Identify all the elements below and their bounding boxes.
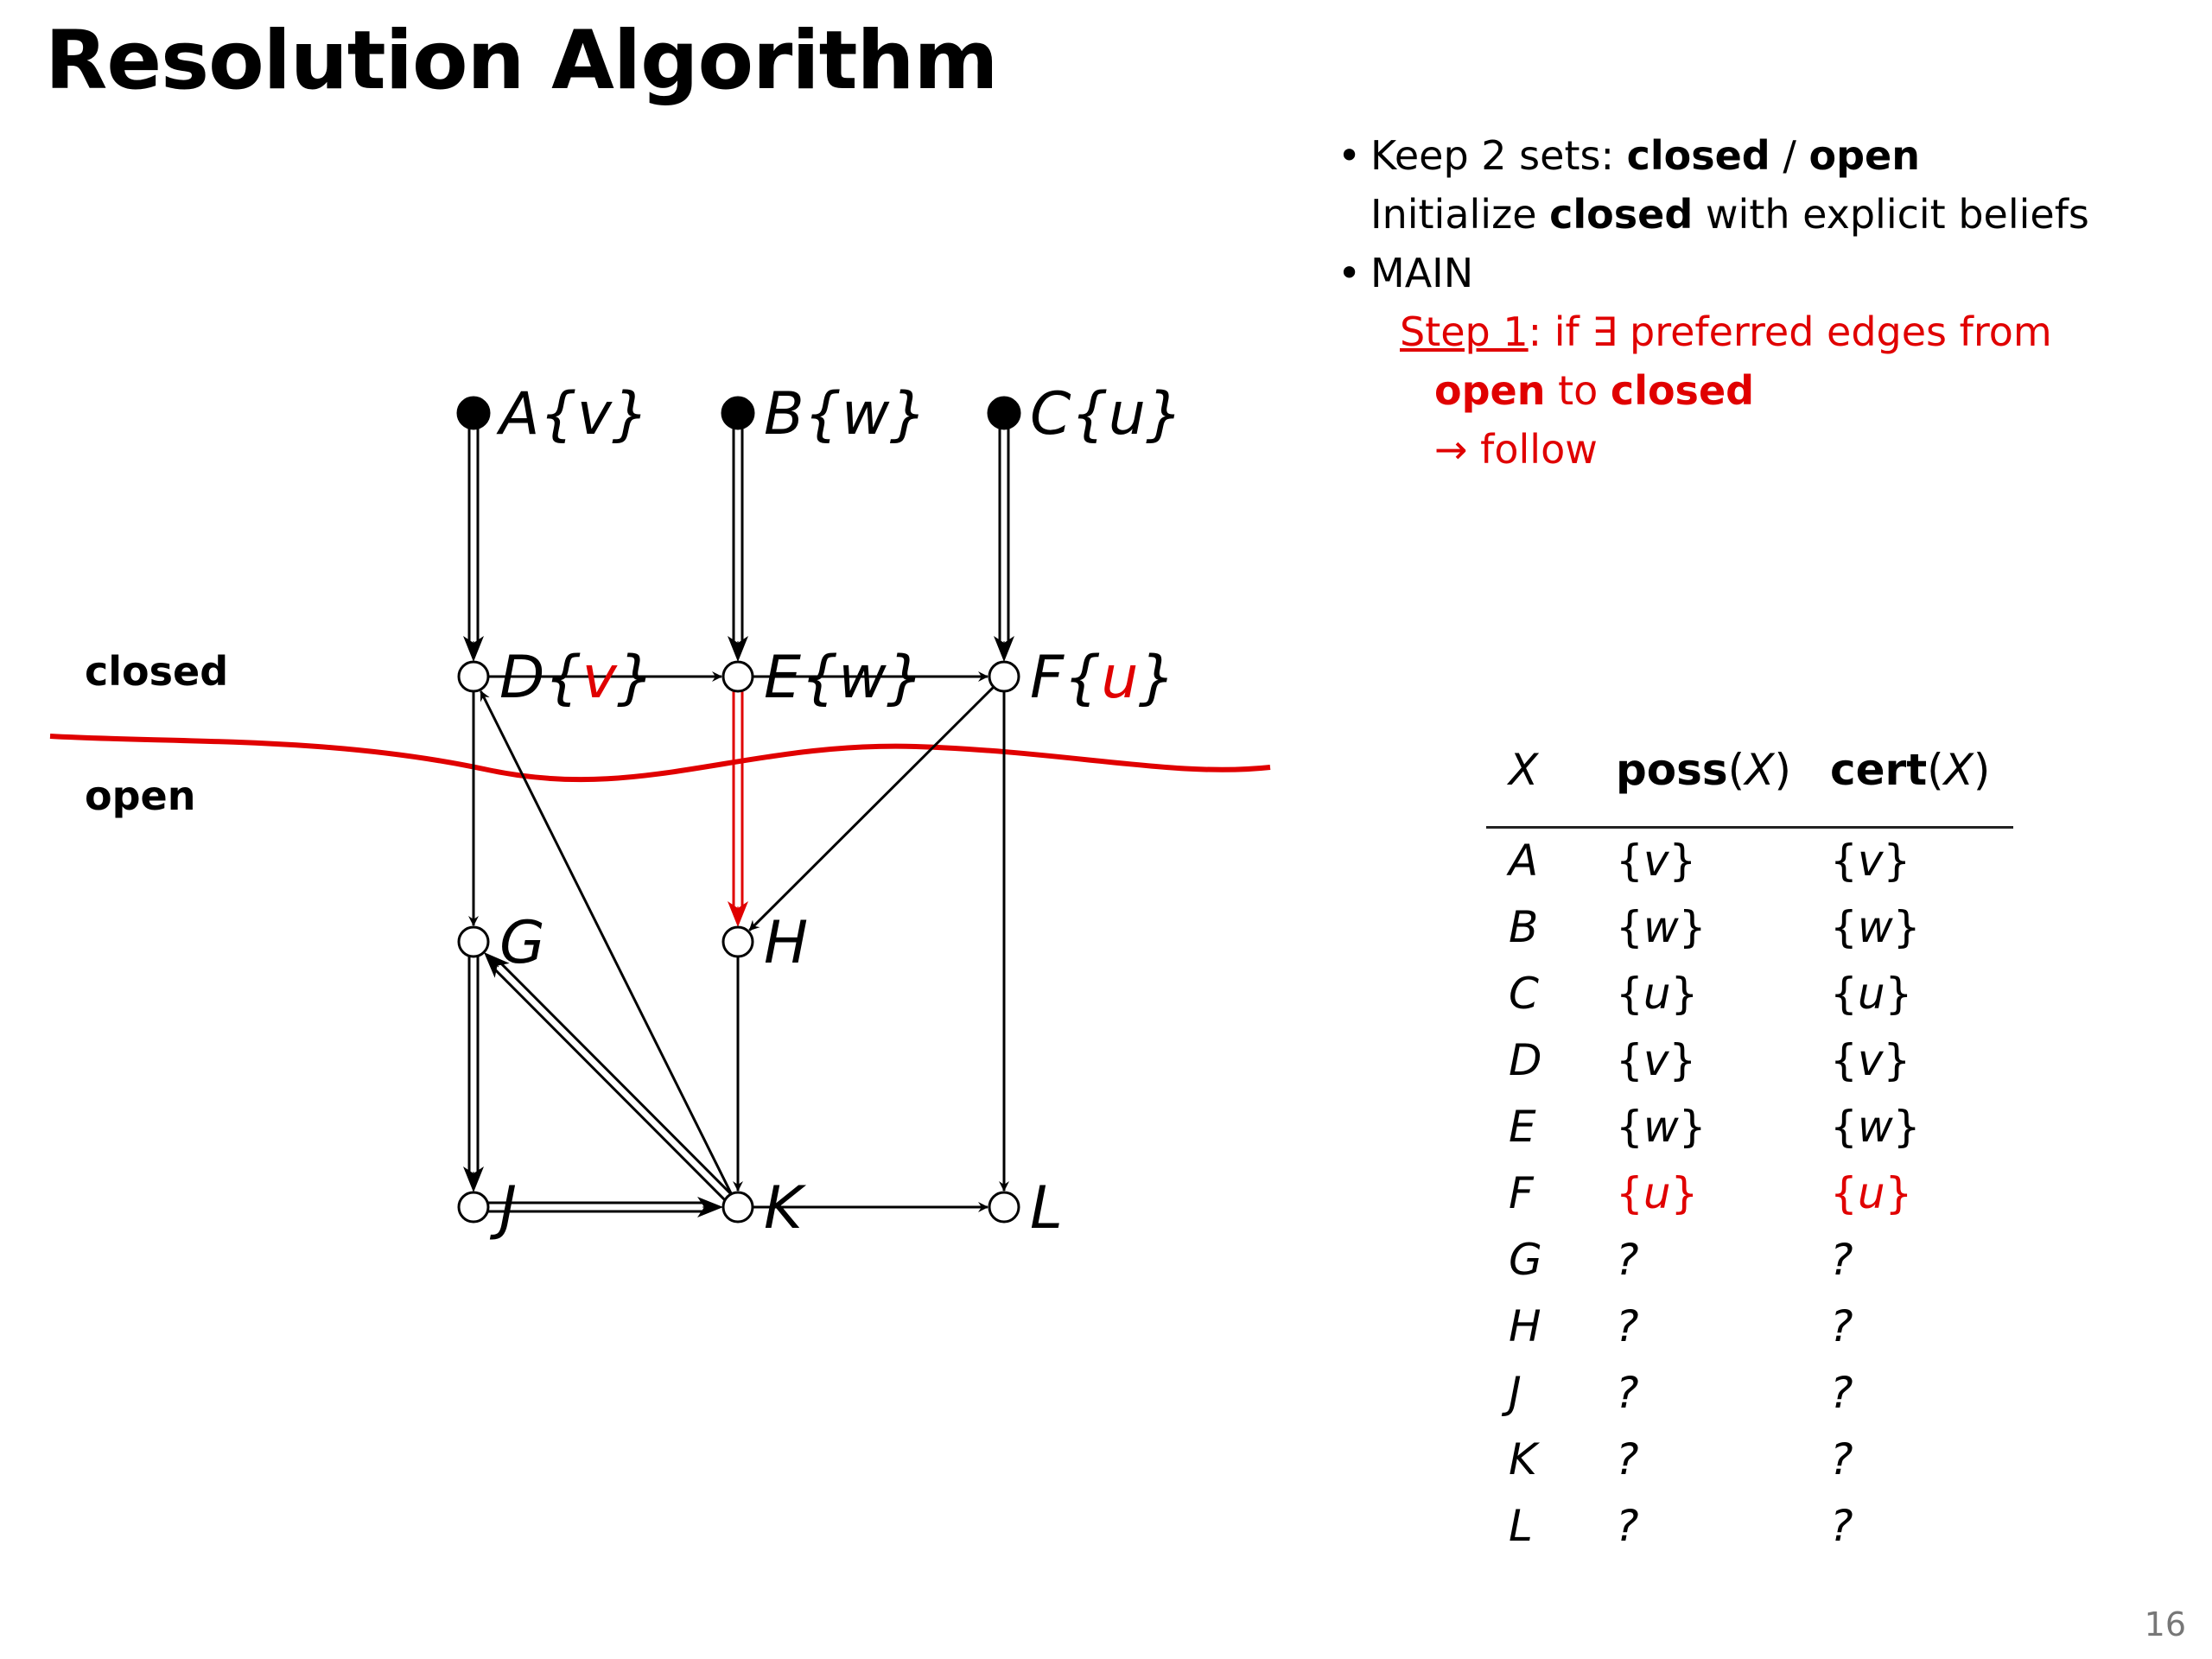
cell-poss: {v} — [1616, 836, 1697, 886]
cell-cert: ? — [1830, 1501, 1853, 1551]
cell-value: w — [1857, 902, 1893, 952]
page-number: 16 — [2144, 1605, 2186, 1643]
edge-k-g-rail-b — [495, 970, 724, 1200]
node-label-end: } — [1138, 644, 1176, 712]
table-row — [1486, 1028, 2013, 1095]
header-x: X — [1509, 745, 1539, 795]
cell-value: u — [1643, 969, 1671, 1019]
closed-open-boundary — [50, 736, 1270, 779]
step-to: to — [1545, 367, 1611, 414]
node-k — [723, 1192, 753, 1222]
open-region-label: open — [85, 772, 196, 819]
bullet-1-text: Keep 2 sets: — [1370, 132, 1627, 179]
node-label-base: D{ — [499, 644, 582, 712]
header-poss-arg: X — [1745, 745, 1775, 795]
table-row — [1486, 829, 2013, 895]
node-label-j — [489, 1174, 517, 1243]
node-d — [459, 662, 488, 691]
node-label-value: u — [1108, 380, 1146, 448]
cell-value: w — [1857, 1102, 1893, 1152]
cell-poss: ? — [1616, 1501, 1639, 1551]
step-follow: → follow — [1434, 426, 1598, 473]
slide-title: Resolution Algorithm — [45, 14, 998, 108]
cell-cert: {u} — [1830, 969, 1913, 1019]
init-text: Initialize — [1370, 191, 1550, 238]
table-header — [1486, 736, 2013, 829]
node-label-base: A{ — [499, 380, 577, 448]
node-label-g — [499, 909, 545, 977]
node-label-end: } — [1145, 380, 1184, 448]
node-l — [989, 1192, 1019, 1222]
cell-x: F — [1509, 1168, 1534, 1218]
node-label-e — [764, 644, 924, 712]
node-label-b — [764, 380, 927, 448]
node-label-f — [1030, 644, 1176, 712]
node-b — [722, 397, 753, 429]
node-a — [458, 397, 489, 429]
node-label-end: } — [889, 380, 927, 448]
table-row — [1486, 1228, 2013, 1294]
cell-value: u — [1857, 1168, 1885, 1218]
node-label-base: K — [764, 1174, 803, 1243]
cell-poss: {u} — [1616, 969, 1699, 1019]
table-row — [1486, 1361, 2013, 1427]
node-label-base: J — [499, 1174, 518, 1243]
cell-cert: ? — [1830, 1434, 1853, 1484]
node-c — [988, 397, 1020, 429]
node-label-base: G — [499, 909, 545, 977]
cell-value: v — [1643, 1035, 1669, 1085]
bullet-1-sep: / — [1770, 132, 1809, 179]
cell-value: v — [1857, 836, 1884, 886]
table-row — [1486, 1095, 2013, 1161]
cell-x: E — [1509, 1102, 1536, 1152]
node-label-base: C{ — [1030, 380, 1109, 448]
node-label-value: u — [1101, 644, 1139, 712]
bullet-2-text: MAIN — [1370, 250, 1474, 296]
node-label-d — [499, 644, 654, 712]
table-row — [1486, 1161, 2013, 1228]
cell-poss: ? — [1616, 1368, 1639, 1418]
table-row — [1486, 895, 2013, 962]
node-e — [723, 662, 753, 691]
cell-x: C — [1509, 969, 1539, 1019]
node-label-value: w — [838, 644, 887, 712]
node-label-end: } — [886, 644, 925, 712]
cell-cert: ? — [1830, 1368, 1853, 1418]
cell-poss: {w} — [1616, 902, 1707, 952]
cell-value: u — [1643, 1168, 1671, 1218]
cell-x: J — [1509, 1368, 1522, 1418]
node-j — [459, 1192, 488, 1222]
step-open: open — [1434, 367, 1546, 414]
bullet-dot-icon: • — [1338, 132, 1362, 179]
cell-value: v — [1857, 1035, 1884, 1085]
init-suffix: with explicit beliefs — [1693, 191, 2089, 238]
node-label-end: } — [612, 380, 650, 448]
cell-poss: ? — [1616, 1235, 1639, 1285]
cell-poss: {u} — [1616, 1168, 1699, 1218]
step-1-text: : if ∃ preferred edges from — [1528, 308, 2052, 355]
cell-cert: ? — [1830, 1301, 1853, 1351]
closed-region-label: closed — [85, 648, 229, 695]
node-label-value: w — [841, 380, 890, 448]
cell-x: D — [1509, 1035, 1542, 1085]
node-label-l — [1030, 1174, 1063, 1243]
cell-cert: {u} — [1830, 1168, 1913, 1218]
table-row — [1486, 1427, 2013, 1494]
node-label-base: E{ — [764, 644, 839, 712]
cell-x: K — [1509, 1434, 1537, 1484]
header-cert: cert(X) — [1830, 745, 1991, 795]
edges-layer — [469, 425, 1008, 1211]
node-label-a — [496, 380, 649, 448]
node-label-base: H — [764, 909, 809, 977]
step-1-label: Step 1 — [1400, 308, 1529, 355]
cell-value: v — [1643, 836, 1669, 886]
cell-x: L — [1509, 1501, 1533, 1551]
cell-poss: ? — [1616, 1434, 1639, 1484]
term-open: open — [1808, 132, 1920, 179]
header-poss: poss(X) — [1616, 745, 1791, 795]
cell-value: u — [1857, 969, 1885, 1019]
node-label-base: B{ — [764, 380, 842, 448]
node-label-value: v — [582, 644, 617, 712]
table-body — [1486, 829, 2013, 1560]
node-label-base: L — [1030, 1174, 1063, 1243]
step-closed: closed — [1610, 367, 1755, 414]
table-row — [1486, 1294, 2013, 1361]
header-poss-name: poss — [1616, 745, 1728, 795]
node-label-k — [764, 1174, 807, 1243]
edge-k-g-head — [485, 953, 499, 967]
cell-x: B — [1509, 902, 1539, 952]
node-f — [989, 662, 1019, 691]
cell-cert: {v} — [1830, 836, 1911, 886]
cell-cert: {w} — [1830, 1102, 1921, 1152]
node-label-h — [764, 909, 808, 977]
init-closed: closed — [1549, 191, 1694, 238]
cell-value: w — [1643, 902, 1679, 952]
beliefs-table — [1486, 736, 2013, 1560]
table-row — [1486, 962, 2013, 1028]
header-cert-name: cert — [1830, 745, 1928, 795]
table-row — [1486, 1494, 2013, 1560]
cell-poss: ? — [1616, 1301, 1639, 1351]
cell-poss: {v} — [1616, 1035, 1697, 1085]
node-label-base: F{ — [1030, 644, 1102, 712]
edge-f-h — [749, 687, 994, 931]
node-h — [723, 927, 753, 957]
node-label-value: v — [576, 380, 613, 448]
node-g — [459, 927, 488, 957]
cell-poss: {w} — [1616, 1102, 1707, 1152]
cell-x: H — [1509, 1301, 1541, 1351]
cell-value: w — [1643, 1102, 1679, 1152]
cell-x: A — [1509, 836, 1539, 886]
nodes-layer — [458, 380, 1183, 1243]
edge-k-g-rail-a — [501, 964, 730, 1194]
term-closed: closed — [1626, 132, 1770, 179]
node-label-c — [1030, 380, 1183, 448]
bullet-dot-icon: • — [1338, 250, 1362, 296]
cell-cert: ? — [1830, 1235, 1853, 1285]
cell-cert: {w} — [1830, 902, 1921, 952]
cell-x: G — [1509, 1235, 1542, 1285]
cell-cert: {v} — [1830, 1035, 1911, 1085]
node-label-end: } — [616, 644, 655, 712]
header-cert-arg: X — [1943, 745, 1974, 795]
